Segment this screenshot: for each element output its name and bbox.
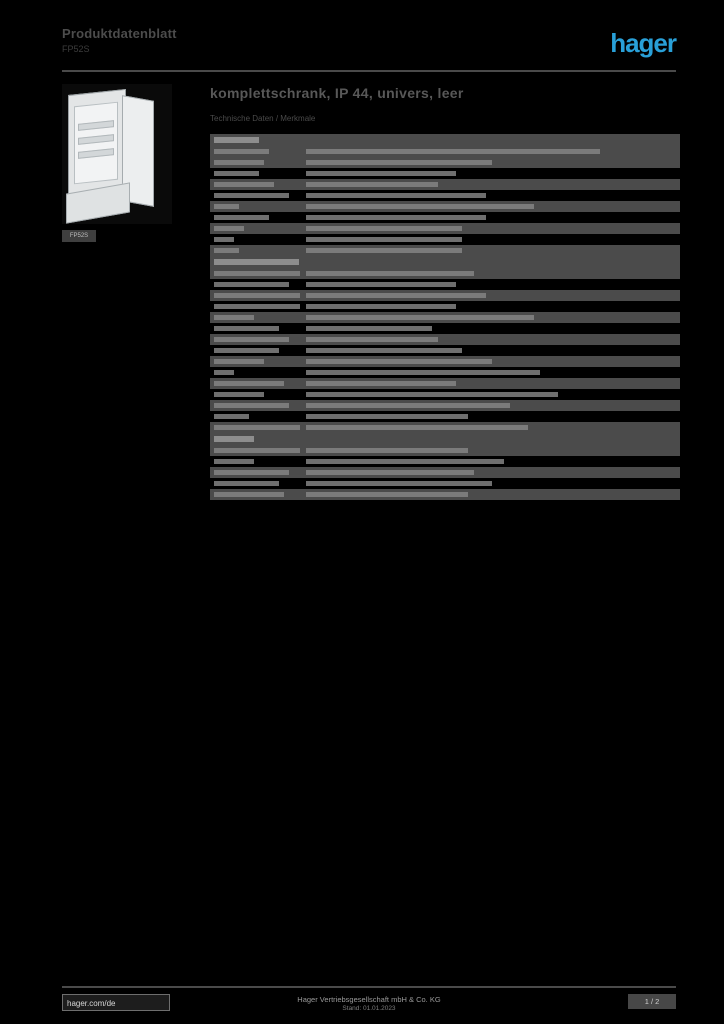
- spec-value-text: [306, 149, 600, 154]
- table-row: [210, 212, 680, 223]
- spec-value-cell: [306, 367, 680, 378]
- spec-value-text: [306, 237, 462, 242]
- table-row: [210, 467, 680, 478]
- hager-logo: hager: [610, 28, 676, 58]
- table-row: [210, 201, 680, 212]
- spec-key-cell: [210, 312, 306, 323]
- spec-key-cell: [210, 168, 306, 179]
- spec-key-cell: [210, 422, 306, 433]
- product-photo: [62, 84, 172, 224]
- spec-key-cell: [210, 389, 306, 400]
- product-image-caption: FP52S: [62, 230, 96, 242]
- spec-key-text: [214, 370, 234, 375]
- table-row: [210, 433, 680, 445]
- spec-key-cell: [210, 190, 306, 201]
- spec-value-text: [306, 448, 468, 453]
- spec-value-text: [306, 414, 468, 419]
- spec-value-text: [306, 459, 504, 464]
- spec-key-cell: [210, 256, 306, 268]
- spec-value-text: [306, 403, 510, 408]
- table-row: [210, 279, 680, 290]
- spec-key-cell: [210, 201, 306, 212]
- spec-value-cell: [306, 256, 680, 268]
- footer-date: Stand: 01.01.2023: [342, 1005, 396, 1012]
- spec-key-text: [214, 326, 279, 331]
- spec-value-cell: [306, 179, 680, 190]
- spec-value-text: [306, 392, 558, 397]
- spec-value-cell: [306, 445, 680, 456]
- footer-divider: [62, 986, 676, 988]
- spec-key-text: [214, 459, 254, 464]
- spec-value-cell: [306, 345, 680, 356]
- page-title: komplettschrank, IP 44, univers, leer: [210, 85, 464, 101]
- spec-key-text: [214, 436, 254, 442]
- product-image-column: [62, 84, 182, 242]
- spec-value-cell: [306, 422, 680, 433]
- table-row: [210, 190, 680, 201]
- spec-key-text: [214, 481, 279, 486]
- table-row: [210, 245, 680, 256]
- table-row: [210, 445, 680, 456]
- spec-value-text: [306, 204, 534, 209]
- spec-value-text: [306, 381, 456, 386]
- spec-value-cell: [306, 190, 680, 201]
- spec-key-text: [214, 492, 284, 497]
- spec-key-text: [214, 215, 269, 220]
- spec-value-cell: [306, 467, 680, 478]
- spec-key-text: [214, 182, 274, 187]
- spec-value-cell: [306, 489, 680, 500]
- spec-value-text: [306, 182, 438, 187]
- spec-key-cell: [210, 212, 306, 223]
- table-row: [210, 168, 680, 179]
- footer-company: Hager Vertriebsgesellschaft mbH & Co. KG: [297, 995, 441, 1004]
- spec-value-cell: [306, 378, 680, 389]
- spec-value-cell: [306, 212, 680, 223]
- spec-value-text: [306, 160, 492, 165]
- header-divider: [62, 70, 676, 72]
- main-content: [210, 84, 676, 500]
- spec-key-text: [214, 425, 300, 430]
- spec-key-text: [214, 171, 259, 176]
- spec-value-text: [306, 326, 432, 331]
- spec-key-cell: [210, 356, 306, 367]
- table-row: [210, 179, 680, 190]
- table-row: [210, 378, 680, 389]
- table-row: [210, 367, 680, 378]
- spec-key-text: [214, 271, 300, 276]
- spec-value-text: [306, 315, 534, 320]
- spec-value-text: [306, 492, 468, 497]
- spec-key-cell: [210, 411, 306, 422]
- footer-page-number: 1 / 2: [628, 994, 676, 1009]
- table-row: [210, 422, 680, 433]
- spec-key-text: [214, 137, 259, 143]
- spec-key-cell: [210, 179, 306, 190]
- table-row: [210, 389, 680, 400]
- table-row: [210, 456, 680, 467]
- spec-value-cell: [306, 157, 680, 168]
- spec-key-cell: [210, 334, 306, 345]
- table-row: [210, 301, 680, 312]
- spec-value-cell: [306, 301, 680, 312]
- spec-key-cell: [210, 245, 306, 256]
- spec-value-text: [306, 348, 462, 353]
- spec-key-cell: [210, 157, 306, 168]
- spec-key-cell: [210, 367, 306, 378]
- spec-value-text: [306, 304, 456, 309]
- table-row: [210, 356, 680, 367]
- spec-value-cell: [306, 268, 680, 279]
- spec-key-text: [214, 293, 300, 298]
- spec-key-text: [214, 304, 300, 309]
- spec-key-text: [214, 149, 269, 154]
- spec-key-text: [214, 337, 289, 342]
- spec-key-cell: [210, 223, 306, 234]
- spec-key-text: [214, 414, 249, 419]
- spec-key-cell: [210, 268, 306, 279]
- spec-value-cell: [306, 334, 680, 345]
- spec-value-text: [306, 481, 492, 486]
- spec-value-text: [306, 359, 492, 364]
- table-row: [210, 411, 680, 422]
- spec-value-cell: [306, 134, 680, 146]
- spec-value-cell: [306, 389, 680, 400]
- spec-value-text: [306, 470, 474, 475]
- spec-key-cell: [210, 134, 306, 146]
- spec-value-text: [306, 248, 462, 253]
- spec-key-cell: [210, 467, 306, 478]
- spec-key-cell: [210, 290, 306, 301]
- spec-key-cell: [210, 478, 306, 489]
- spec-value-cell: [306, 478, 680, 489]
- table-row: [210, 478, 680, 489]
- spec-key-text: [214, 359, 264, 364]
- spec-key-cell: [210, 400, 306, 411]
- spec-key-text: [214, 448, 300, 453]
- document-footer: [62, 994, 676, 1012]
- spec-value-cell: [306, 234, 680, 245]
- spec-key-text: [214, 160, 264, 165]
- spec-key-text: [214, 226, 244, 231]
- spec-key-cell: [210, 323, 306, 334]
- spec-key-cell: [210, 445, 306, 456]
- spec-key-cell: [210, 146, 306, 157]
- spec-key-cell: [210, 279, 306, 290]
- spec-value-text: [306, 293, 486, 298]
- table-row: [210, 334, 680, 345]
- spec-value-cell: [306, 223, 680, 234]
- spec-value-text: [306, 337, 438, 342]
- spec-key-text: [214, 237, 234, 242]
- document-header: [62, 18, 676, 70]
- table-row: [210, 157, 680, 168]
- spec-value-text: [306, 193, 486, 198]
- table-row: [210, 256, 680, 268]
- spec-value-cell: [306, 279, 680, 290]
- spec-value-cell: [306, 201, 680, 212]
- spec-value-cell: [306, 312, 680, 323]
- table-row: [210, 234, 680, 245]
- spec-key-cell: [210, 433, 306, 445]
- spec-key-text: [214, 348, 279, 353]
- spec-value-cell: [306, 433, 680, 445]
- spec-value-cell: [306, 146, 680, 157]
- spec-value-text: [306, 226, 462, 231]
- table-row: [210, 223, 680, 234]
- spec-key-text: [214, 470, 289, 475]
- spec-key-text: [214, 392, 264, 397]
- table-row: [210, 268, 680, 279]
- spec-key-text: [214, 403, 289, 408]
- spec-key-cell: [210, 345, 306, 356]
- spec-value-text: [306, 171, 456, 176]
- table-row: [210, 134, 680, 146]
- table-row: [210, 345, 680, 356]
- spec-key-cell: [210, 456, 306, 467]
- spec-value-cell: [306, 411, 680, 422]
- spec-key-text: [214, 259, 299, 265]
- spec-key-text: [214, 282, 289, 287]
- table-row: [210, 290, 680, 301]
- footer-website-link[interactable]: hager.com/de: [62, 994, 170, 1011]
- document-sheet: [48, 8, 688, 1016]
- spec-value-text: [306, 271, 474, 276]
- spec-key-text: [214, 193, 289, 198]
- specification-table-body: [210, 134, 680, 500]
- spec-key-cell: [210, 489, 306, 500]
- spec-value-text: [306, 282, 456, 287]
- table-row: [210, 146, 680, 157]
- table-row: [210, 312, 680, 323]
- spec-value-cell: [306, 400, 680, 411]
- spec-value-text: [306, 425, 528, 430]
- spec-key-cell: [210, 301, 306, 312]
- table-row: [210, 323, 680, 334]
- spec-value-cell: [306, 456, 680, 467]
- spec-key-text: [214, 381, 284, 386]
- spec-value-text: [306, 215, 486, 220]
- spec-key-text: [214, 248, 239, 253]
- document-subtitle: FP52S: [62, 44, 90, 54]
- table-row: [210, 400, 680, 411]
- spec-key-text: [214, 315, 254, 320]
- document-title: Produktdatenblatt: [62, 26, 177, 41]
- spec-value-cell: [306, 323, 680, 334]
- spec-value-cell: [306, 245, 680, 256]
- spec-value-text: [306, 370, 540, 375]
- spec-value-cell: [306, 356, 680, 367]
- specification-table: [210, 134, 680, 500]
- spec-value-cell: [306, 168, 680, 179]
- spec-key-cell: [210, 378, 306, 389]
- section-subtitle: Technische Daten / Merkmale: [210, 114, 316, 123]
- spec-key-text: [214, 204, 239, 209]
- table-row: [210, 489, 680, 500]
- spec-value-cell: [306, 290, 680, 301]
- spec-key-cell: [210, 234, 306, 245]
